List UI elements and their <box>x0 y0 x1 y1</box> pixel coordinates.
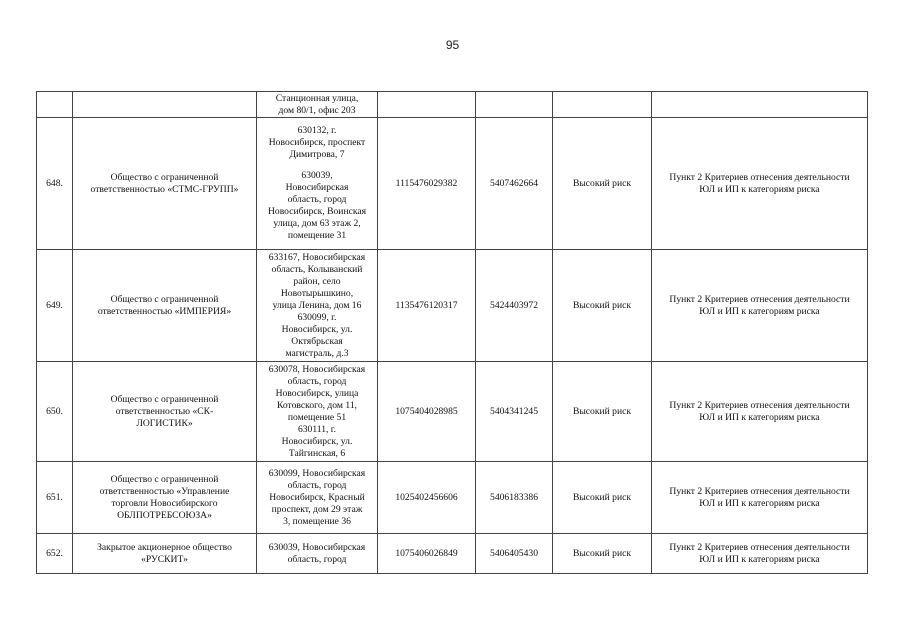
criterion-cell <box>652 118 868 250</box>
address-line: 630111, г. <box>297 423 337 435</box>
name-line: ответственностью «СТМС-ГРУПП» <box>90 183 239 195</box>
ogrn-cell <box>378 92 476 118</box>
organization-name <box>73 534 257 574</box>
address-line: Новосибирск, Красный <box>269 491 365 503</box>
risk-cell: Высокий риск <box>553 118 652 250</box>
address-line: 630132, г. <box>297 125 337 136</box>
address-line: 3, помещение 36 <box>283 515 351 527</box>
inn-cell: 5404341245 <box>476 362 553 462</box>
risk-cell: Высокий риск <box>553 462 652 534</box>
address-cell <box>257 118 378 250</box>
risk-cell: Высокий риск <box>553 534 652 574</box>
name-cell <box>73 92 257 118</box>
table-row <box>37 250 868 362</box>
name-line: Закрытое акционерное общество <box>97 541 232 553</box>
address-line: помещение 31 <box>287 230 347 241</box>
criterion-cell <box>652 362 868 462</box>
address-line: район, село <box>293 275 341 287</box>
page-number: 95 <box>445 38 460 52</box>
address-line: магистраль, д.3 <box>285 347 349 359</box>
risk-cell: Высокий риск <box>553 362 652 462</box>
address-line: область, город <box>287 194 347 205</box>
address-line: дом 80/1, офис 203 <box>278 104 356 116</box>
inn-cell: 5424403972 <box>476 250 553 362</box>
criterion-line: Пункт 2 Критериев отнесения деятельности <box>669 293 850 305</box>
inn-cell: 5406405430 <box>476 534 553 574</box>
table-row-continuation <box>37 92 868 118</box>
name-line: Общество с ограниченной <box>110 171 219 183</box>
ogrn-cell: 1115476029382 <box>378 118 476 250</box>
ogrn-cell: 1025402456606 <box>378 462 476 534</box>
address-line: Новосибирская <box>285 182 349 193</box>
address-line: область, Колыванский <box>271 263 363 275</box>
address-line: Новосибирск, ул. <box>281 435 353 447</box>
address-line: проспект, дом 29 этаж <box>271 503 363 515</box>
address-line: 633167, Новосибирская <box>268 251 366 263</box>
criterion-line: ЮЛ и ИП к категориям риска <box>699 553 820 565</box>
criterion-cell <box>652 534 868 574</box>
name-line: торговли Новосибирского <box>111 497 218 509</box>
address-line: Димитрова, 7 <box>289 149 345 160</box>
address-line: Новосибирск, ул. <box>281 323 353 335</box>
ogrn-cell: 1075406026849 <box>378 534 476 574</box>
address-line: Новотырышкино, <box>280 287 354 299</box>
row-number: 650. <box>37 362 73 462</box>
name-line: Общество с ограниченной <box>110 393 219 405</box>
address-cell <box>257 534 378 574</box>
row-number: 648. <box>37 118 73 250</box>
criterion-cell <box>652 250 868 362</box>
address-line: область, город <box>287 553 347 565</box>
criterion-line: ЮЛ и ИП к категориям риска <box>699 497 820 509</box>
address-line: помещение 51 <box>287 411 347 423</box>
address-cell <box>257 250 378 362</box>
criterion-cell <box>652 92 868 118</box>
criterion-line: Пункт 2 Критериев отнесения деятельности <box>669 399 850 411</box>
criterion-line: Пункт 2 Критериев отнесения деятельности <box>669 485 850 497</box>
risk-cell: Высокий риск <box>553 250 652 362</box>
row-number: 649. <box>37 250 73 362</box>
table-row <box>37 362 868 462</box>
row-number: 652. <box>37 534 73 574</box>
ogrn-cell: 1075404028985 <box>378 362 476 462</box>
criterion-line: Пункт 2 Критериев отнесения деятельности <box>669 171 850 183</box>
name-line: ответственностью «Управление <box>99 485 230 497</box>
risk-registry-table <box>36 91 868 574</box>
address-line: область, город <box>287 479 347 491</box>
organization-name <box>73 462 257 534</box>
name-line: Общество с ограниченной <box>110 473 219 485</box>
organization-name <box>73 118 257 250</box>
address-line: 630078, Новосибирская <box>268 363 366 375</box>
address-line: 630099, г. <box>297 311 337 323</box>
criterion-line: ЮЛ и ИП к категориям риска <box>699 183 820 195</box>
table-row <box>37 534 868 574</box>
address-line: Новосибирск, проспект <box>268 137 366 148</box>
table-row <box>37 462 868 534</box>
address-line: улица Ленина, дом 16 <box>272 299 362 311</box>
address-cell <box>257 92 378 118</box>
address-line: Тайгинская, 6 <box>288 447 346 459</box>
criterion-line: ЮЛ и ИП к категориям риска <box>699 305 820 317</box>
address-spacer <box>259 161 375 170</box>
address-line: Станционная улица, <box>275 92 359 104</box>
organization-name <box>73 250 257 362</box>
address-line: Котовского, дом 11, <box>276 399 358 411</box>
number-cell <box>37 92 73 118</box>
name-line: ЛОГИСТИК» <box>136 417 193 429</box>
address-line: область, город <box>287 375 347 387</box>
address-line: улица, дом 63 этаж 2, <box>273 218 361 229</box>
address-line: Октябрьская <box>291 335 343 347</box>
inn-cell: 5407462664 <box>476 118 553 250</box>
address-cell <box>257 362 378 462</box>
table-row <box>37 118 868 250</box>
organization-name <box>73 362 257 462</box>
address-line: Новосибирск, Воинская <box>267 206 367 217</box>
inn-cell: 5406183386 <box>476 462 553 534</box>
name-line: «РУСКИТ» <box>141 553 188 565</box>
address-line: Новосибирск, улица <box>275 387 359 399</box>
name-line: ответственностью «СК- <box>115 405 214 417</box>
name-line: ОБЛПОТРЕБСОЮЗА» <box>117 509 212 521</box>
criterion-line: ЮЛ и ИП к категориям риска <box>699 411 820 423</box>
risk-cell <box>553 92 652 118</box>
address-line: 630099, Новосибирская <box>268 467 366 479</box>
address-cell <box>257 462 378 534</box>
criterion-cell <box>652 462 868 534</box>
criterion-line: Пункт 2 Критериев отнесения деятельности <box>669 541 850 553</box>
address-line: 630039, <box>301 170 333 181</box>
name-line: ответственностью «ИМПЕРИЯ» <box>97 305 232 317</box>
row-number: 651. <box>37 462 73 534</box>
inn-cell <box>476 92 553 118</box>
ogrn-cell: 1135476120317 <box>378 250 476 362</box>
address-line: 630039, Новосибирская <box>268 541 366 553</box>
name-line: Общество с ограниченной <box>110 293 219 305</box>
